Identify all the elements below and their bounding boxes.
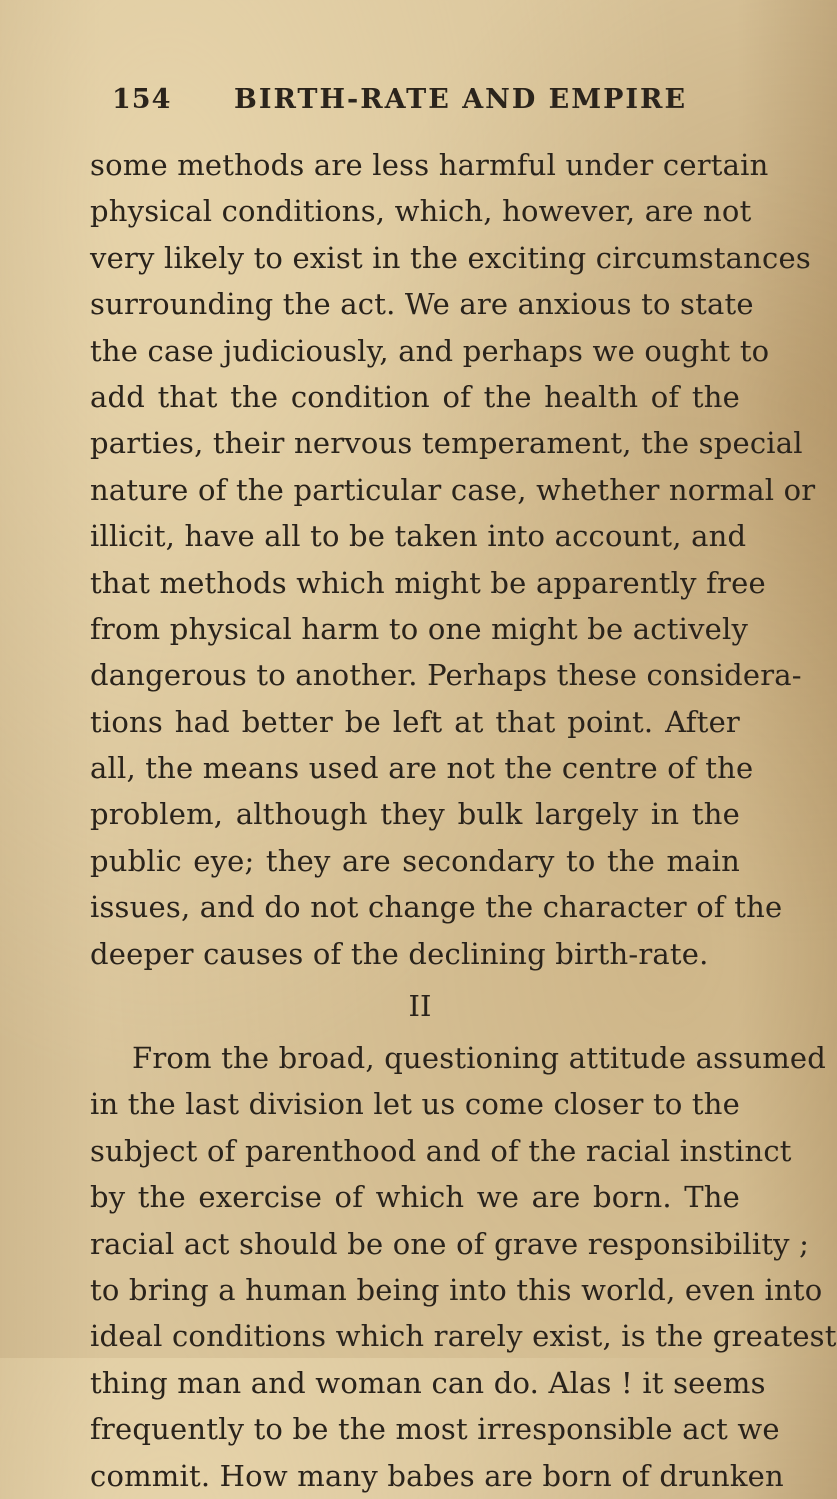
text-line: surrounding the act. We are anxious to state xyxy=(90,287,754,322)
text-line: ideal conditions which rarely exist, is the greatest xyxy=(90,1319,837,1354)
text-line: from physical harm to one might be actively xyxy=(90,611,749,646)
text-line: problem, although they bulk largely in the xyxy=(90,797,740,832)
text-line: issues, and do not change the character of the xyxy=(90,890,783,925)
body-text xyxy=(90,142,837,1499)
text-line: all, the means used are not the centre of the xyxy=(90,751,754,786)
text-line: From the broad, questioning attitude assumed xyxy=(132,1041,827,1076)
text-line: in the last division let us come closer to the xyxy=(90,1087,741,1122)
paragraph-2 xyxy=(90,1035,837,1499)
text-line: add that the condition of the health of the xyxy=(90,379,740,414)
text-line: the case judiciously, and perhaps we ought to xyxy=(90,333,770,368)
text-line: that methods which might be apparently free xyxy=(90,565,766,600)
text-line: public eye; they are secondary to the main xyxy=(90,843,740,878)
running-title: BIRTH-RATE AND EMPIRE xyxy=(234,84,688,115)
running-header xyxy=(112,84,722,124)
text-line: commit. How many babes are born of drunken xyxy=(90,1458,784,1493)
text-line: physical conditions, which, however, are not xyxy=(90,194,752,229)
text-line: dangerous to another. Perhaps these considera- xyxy=(90,658,802,693)
text-line: nature of the particular case, whether normal or xyxy=(90,472,816,507)
text-line: frequently to be the most irresponsible act we xyxy=(90,1412,780,1447)
text-line: deeper causes of the declining birth-rate. xyxy=(90,936,709,971)
page-number: 154 xyxy=(112,84,172,115)
paragraph-1 xyxy=(90,142,816,977)
text-line: illicit, have all to be taken into account, and xyxy=(90,519,747,554)
text-line: subject of parenthood and of the racial instinct xyxy=(90,1133,792,1168)
text-line: by the exercise of which we are born. The xyxy=(90,1180,740,1215)
text-line: parties, their nervous temperament, the special xyxy=(90,426,803,461)
section-heading: II xyxy=(408,989,432,1024)
text-line: to bring a human being into this world, even into xyxy=(90,1272,823,1307)
text-line: very likely to exist in the exciting circumstances xyxy=(90,240,811,275)
text-line: thing man and woman can do. Alas ! it seems xyxy=(90,1365,766,1400)
text-line: racial act should be one of grave responsibility ; xyxy=(90,1226,810,1261)
text-line: tions had better be left at that point. After xyxy=(90,704,740,739)
text-line: some methods are less harmful under certain xyxy=(90,148,769,182)
